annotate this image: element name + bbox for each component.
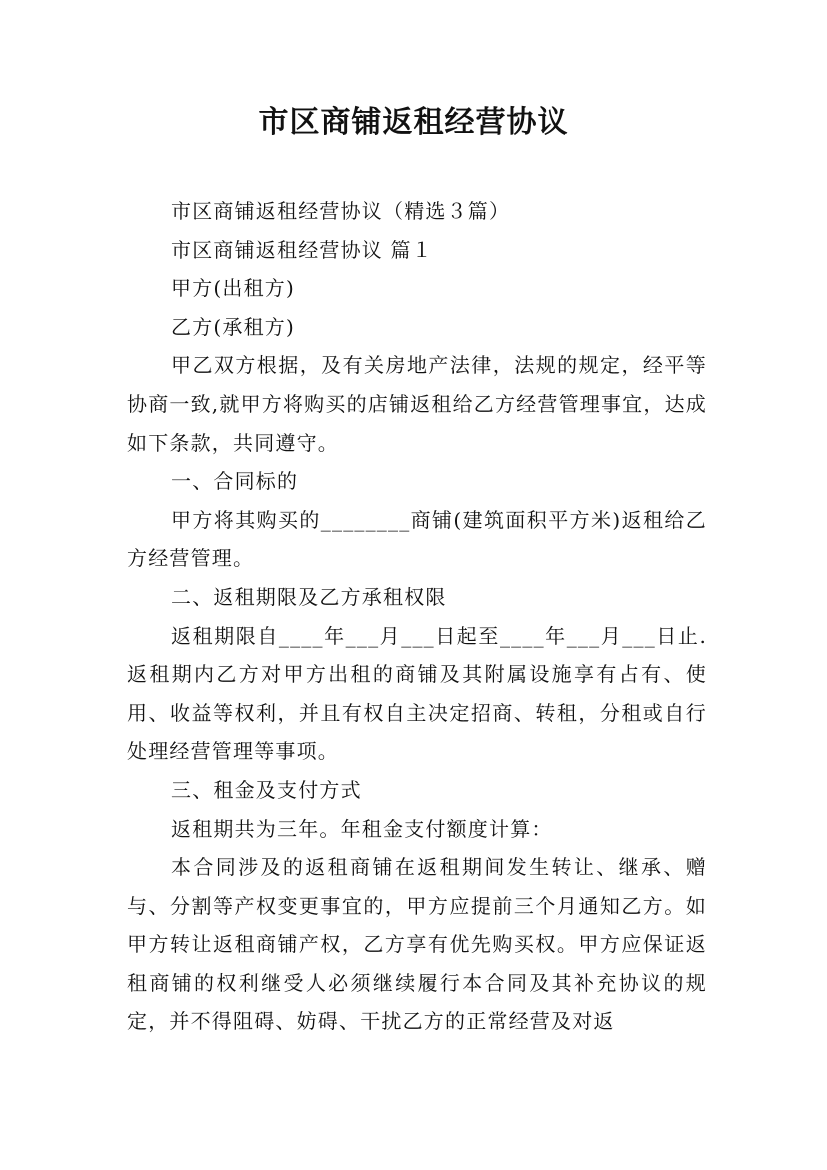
- paragraph-party-b: 乙方(承租方): [171, 314, 296, 339]
- document-title: 市区商铺返租经营协议: [258, 105, 569, 140]
- document-body: [127, 192, 707, 1041]
- section-heading-3: 三、租金及支付方式: [171, 777, 362, 802]
- paragraph-subject: 甲方将其购买的________商铺(建筑面积平方米)返租给乙方经营管理。: [127, 507, 707, 571]
- paragraph-rent-period: 返租期共为三年。年租金支付额度计算：: [171, 816, 553, 841]
- paragraph-article-heading: 市区商铺返租经营协议 篇１: [171, 237, 433, 262]
- paragraph-transfer: 本合同涉及的返租商铺在返租期间发生转让、继承、赠与、分割等产权变更事宜的，甲方应提前三个月通知乙方。如甲方转让返租商铺产权，乙方享有优先购买权。甲方应保证返租商铺的权利继受人必须继续履行本合同及其补充协议的规定，并不得阻碍、妨碍、干扰乙方的正常经营及对返: [127, 855, 707, 1034]
- section-heading-1: 一、合同标的: [171, 469, 299, 494]
- paragraph-lease-term: 返租期限自____年___月___日起至____年___月___日止.返租期内乙方对甲方出租的商铺及其附属设施享有占有、使用、收益等权利，并且有权自主决定招商、转租，分租或自行处理经营管理等事项。: [127, 623, 707, 764]
- paragraph-party-a: 甲方(出租方): [171, 276, 296, 301]
- section-heading-2: 二、返租期限及乙方承租权限: [171, 584, 447, 609]
- paragraph-preamble: 甲乙双方根据，及有关房地产法律，法规的规定，经平等协商一致,就甲方将购买的店铺返租给乙方经营管理事宜，达成如下条款，共同遵守。: [127, 353, 707, 455]
- paragraph-subtitle: 市区商铺返租经营协议（精选３篇）: [171, 199, 511, 223]
